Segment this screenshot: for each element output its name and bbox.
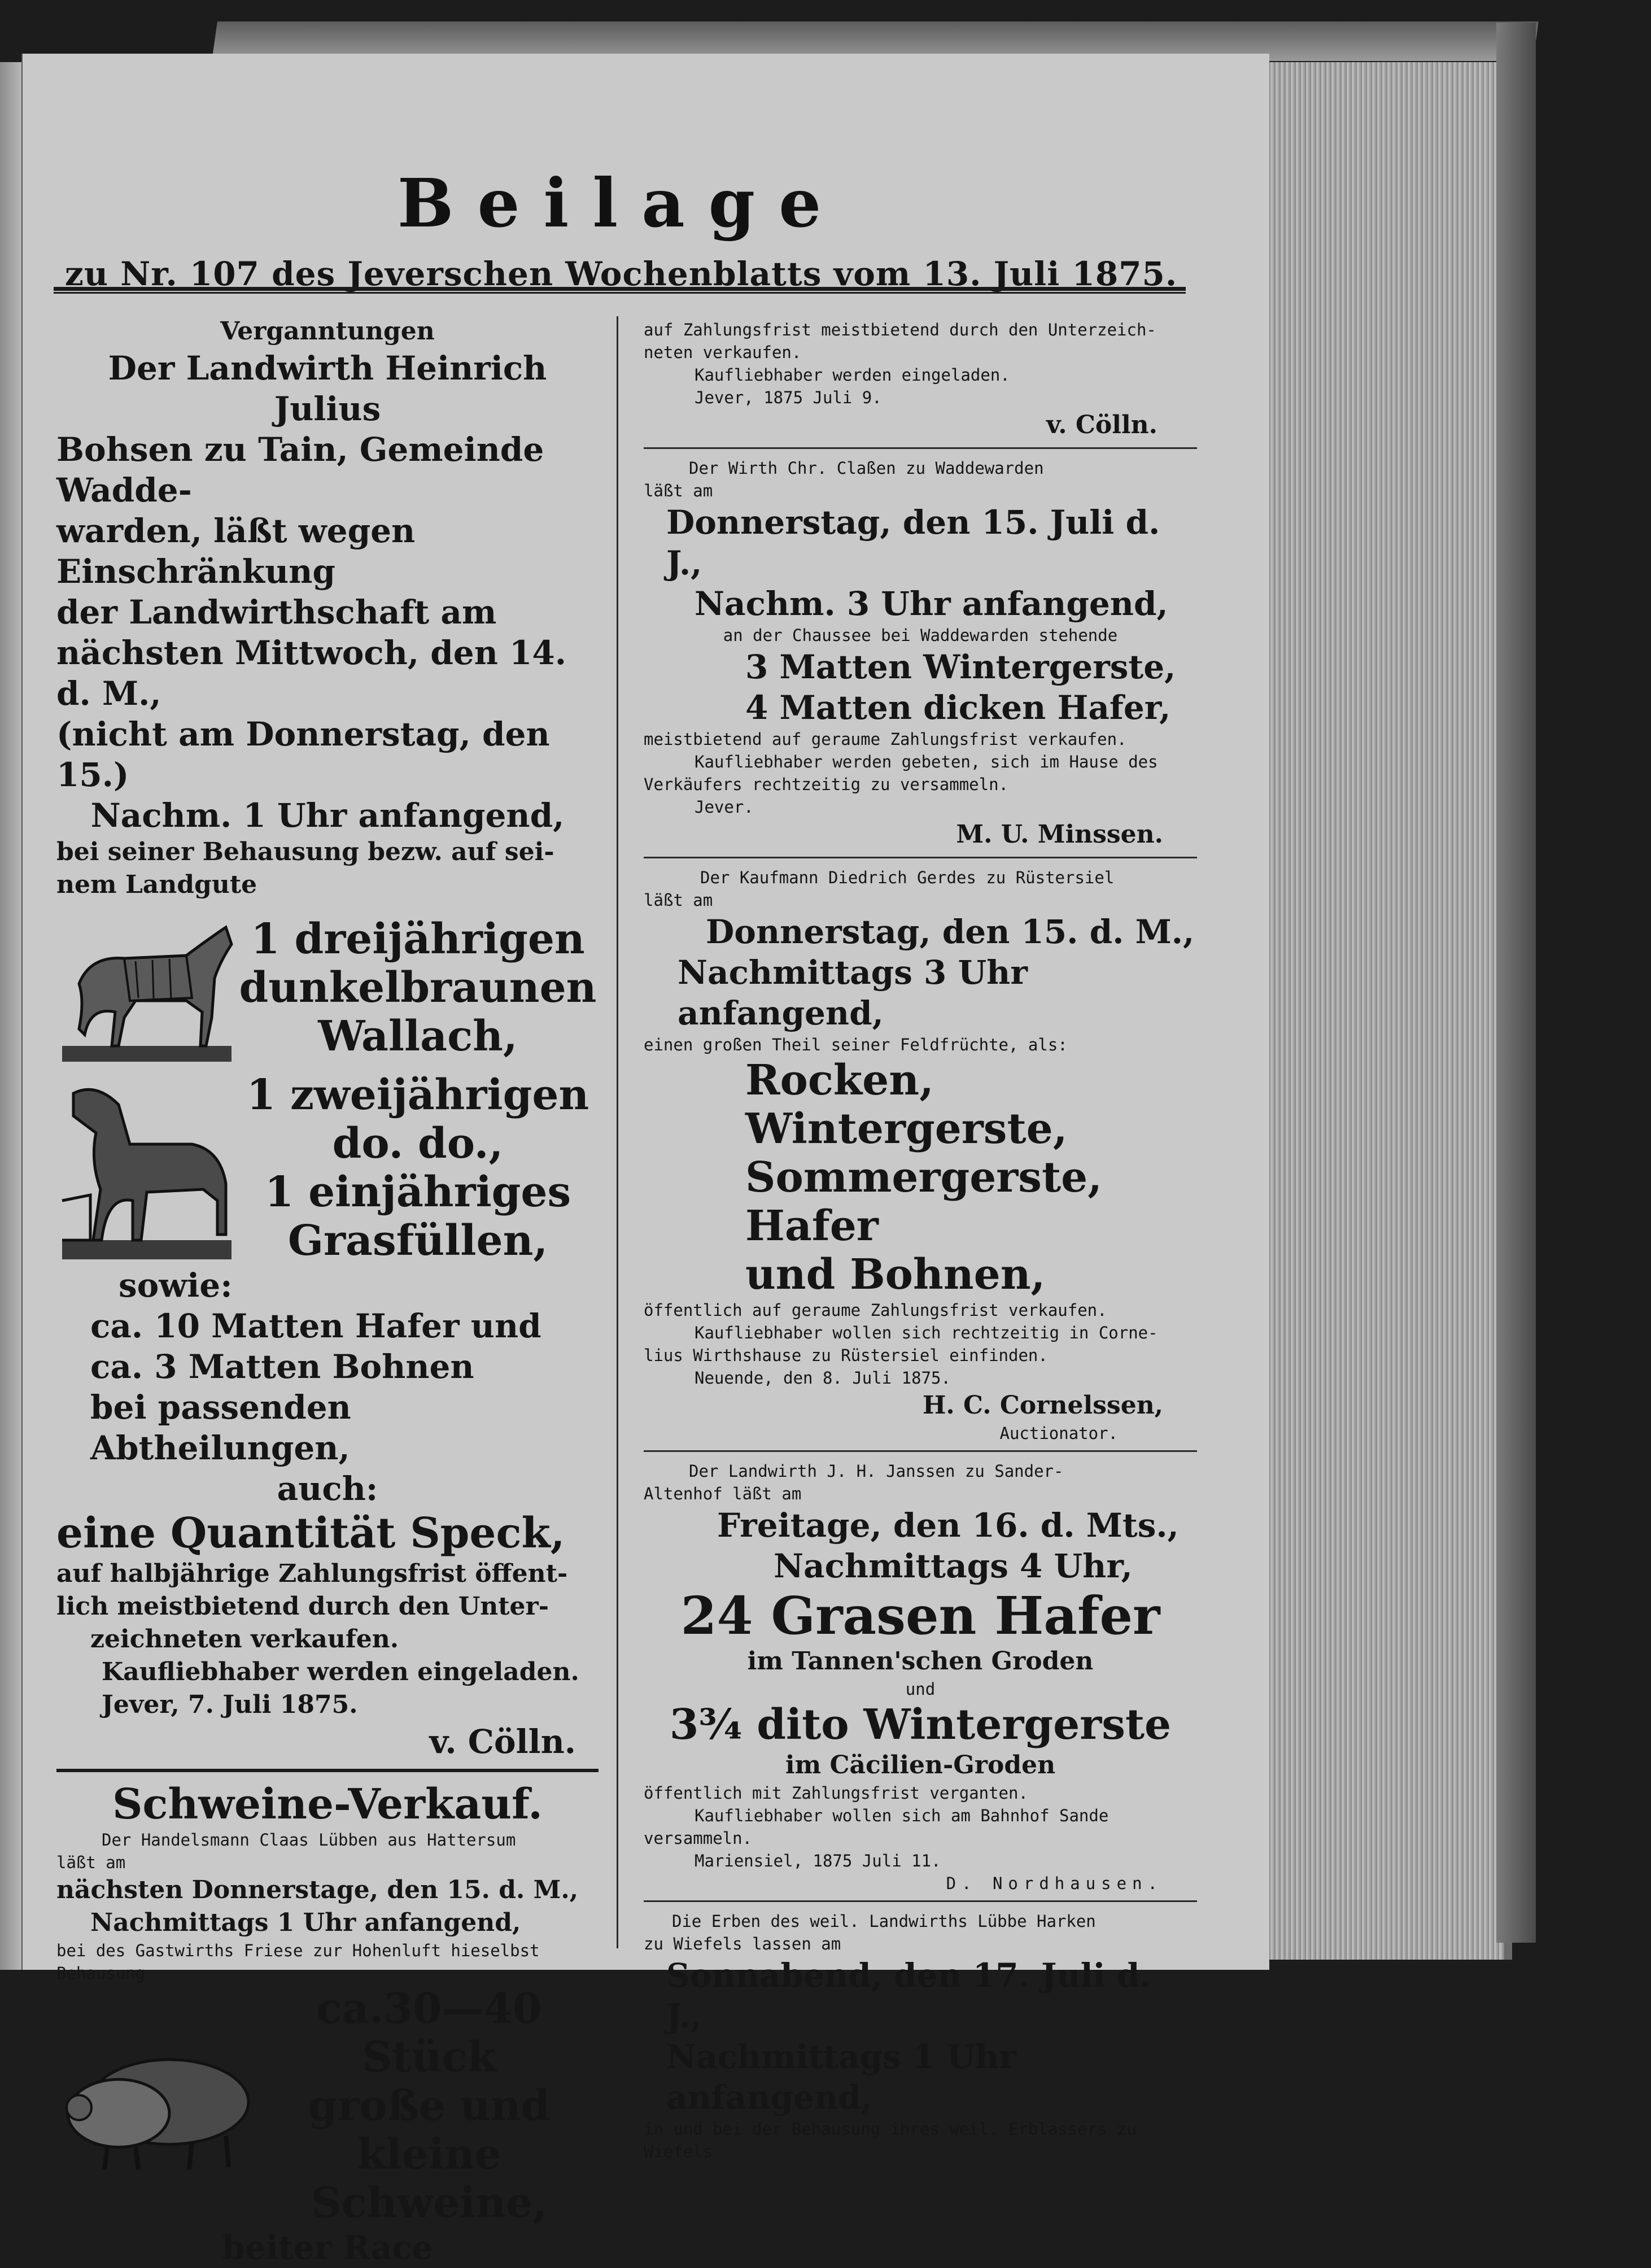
sale-terms: öffentlich auf geraume Zahlungsfrist verkaufen. bbox=[644, 1301, 1107, 1320]
pigs-icon bbox=[56, 2034, 260, 2178]
ad-intro-line: Der Kaufmann Diedrich Gerdes zu Rüstersiel bbox=[700, 868, 1115, 887]
ad-intro-line: warden, läßt wegen Einschränkung bbox=[56, 512, 416, 591]
auction-time: Nachmittags 1 Uhr anfangend, bbox=[90, 1908, 521, 1937]
list-intro: sowie: bbox=[119, 1266, 233, 1305]
ad-heading: Verganntungen bbox=[220, 317, 435, 346]
pigs-offer bbox=[56, 1985, 599, 2227]
auction-time: Nachmittags 1 Uhr anfangend, bbox=[666, 2038, 1016, 2117]
auction-place: Behausung bbox=[56, 1964, 146, 1983]
ad-text: neten verkaufen. bbox=[644, 343, 802, 362]
blanketed-horse-icon bbox=[56, 905, 237, 1071]
auction-place: einen großen Theil seiner Feldfrüchte, als: bbox=[644, 1035, 1068, 1054]
ad-separator bbox=[644, 447, 1197, 449]
pigs-offer-line: große und kleine bbox=[308, 2082, 551, 2179]
signature: H. C. Cornelssen, bbox=[922, 1391, 1163, 1420]
offer-location: im Cäcilien-Groden bbox=[785, 1751, 1056, 1779]
auction-place: nem Landgute bbox=[56, 870, 257, 899]
auction-place: bei des Gastwirths Friese zur Hohenluft hieselbst bbox=[56, 1941, 540, 1960]
buyer-invite: Kaufliebhaber werden eingeladen. bbox=[102, 1658, 579, 1686]
auction-date: Donnerstag, den 15. Juli d. J., bbox=[666, 503, 1160, 582]
conjunction: und bbox=[905, 1680, 936, 1699]
crop-line: Sommergerste, Hafer bbox=[745, 1153, 1102, 1250]
signature: v. Cölln. bbox=[1046, 411, 1158, 439]
offer-item: ca. 10 Matten Hafer und bbox=[90, 1307, 541, 1345]
ad-intro-line: läßt am bbox=[644, 891, 713, 910]
offer-item: 24 Grasen Hafer bbox=[680, 1585, 1160, 1646]
sale-terms: auf halbjährige Zahlungsfrist öffent- bbox=[56, 1559, 568, 1588]
horse-offer-line: dunkelbraunen bbox=[239, 963, 597, 1012]
auction-time: Nachmittags 3 Uhr anfangend, bbox=[678, 953, 1028, 1032]
offer-item: 4 Matten dicken Hafer, bbox=[745, 688, 1171, 727]
supplement-subtitle: zu Nr. 107 des Jeverschen Wochenblatts vom 13. Juli 1875. bbox=[64, 255, 1178, 293]
horse-offer-line: 1 zweijährigen bbox=[246, 1071, 589, 1119]
buyer-invite: Kaufliebhaber wollen sich rechtzeitig in Corne- bbox=[695, 1323, 1158, 1342]
auction-time: Nachm. 1 Uhr anfangend, bbox=[90, 796, 565, 835]
auction-date-note: (nicht am Donnerstag, den 15.) bbox=[56, 715, 550, 794]
ad-separator bbox=[644, 1450, 1197, 1452]
crop-line: Rocken, Wintergerste, bbox=[745, 1056, 1068, 1153]
ad-intro-line: Altenhof läßt am bbox=[644, 1484, 802, 1503]
ad-separator bbox=[644, 1900, 1197, 1902]
signature: D. Nordhausen. bbox=[946, 1874, 1163, 1893]
horse-offer-line: 1 einjähriges bbox=[264, 1168, 571, 1216]
pigs-offer-line: ca.30—40 Stück bbox=[316, 1985, 542, 2082]
sale-terms: öffentlich mit Zahlungsfrist verganten. bbox=[644, 1783, 1028, 1803]
ad-intro-line: läßt am bbox=[644, 481, 713, 500]
dateline: Jever. bbox=[695, 797, 754, 817]
ad-text: auf Zahlungsfrist meistbietend durch den Unterzeich- bbox=[644, 320, 1156, 339]
auction-place: bei seiner Behausung bezw. auf sei- bbox=[56, 838, 554, 866]
buyer-invite: versammeln. bbox=[644, 1829, 753, 1848]
auction-place: Wiefels bbox=[644, 2142, 713, 2161]
offer-item: 3¾ dito Wintergerste bbox=[669, 1700, 1172, 1749]
horse-offer-2 bbox=[56, 1071, 599, 1265]
buyer-invite: Kaufliebhaber wollen sich am Bahnhof Sande bbox=[695, 1806, 1109, 1825]
crop-line: und Bohnen, bbox=[745, 1250, 1046, 1299]
right-column bbox=[644, 305, 1197, 2163]
masthead-rule bbox=[54, 287, 1186, 294]
buyer-invite: lius Wirthshause zu Rüstersiel einfinden. bbox=[644, 1346, 1048, 1365]
signature: v. Cölln. bbox=[429, 1722, 576, 1761]
ad-intro-line: zu Wiefels lassen am bbox=[644, 1934, 841, 1953]
book-page-stack bbox=[1269, 62, 1512, 1960]
ad-intro-line: Der Landwirth J. H. Janssen zu Sander- bbox=[689, 1462, 1064, 1481]
ad-intro-line: Die Erben des weil. Landwirths Lübbe Harken bbox=[672, 1912, 1096, 1931]
auction-place: in und bei der Behausung ihres weil. Erblassers zu bbox=[644, 2119, 1137, 2139]
ad-intro-line: Der Handelsmann Claas Lübben aus Hattersum bbox=[102, 1830, 516, 1850]
buyer-invite: Kaufliebhaber werden eingeladen. bbox=[695, 365, 1010, 385]
horse-icon bbox=[56, 1071, 237, 1265]
pigs-offer-line: Schweine, bbox=[311, 2179, 547, 2227]
ad-separator bbox=[644, 857, 1197, 858]
horse-offer-line: Wallach, bbox=[318, 1012, 518, 1061]
signature-role: Auctionator. bbox=[999, 1424, 1118, 1443]
offer-item: eine Quantität Speck, bbox=[56, 1509, 565, 1558]
horse-offer-1 bbox=[56, 905, 599, 1071]
ad-intro-line: läßt am bbox=[56, 1853, 126, 1872]
offer-item: ca. 3 Matten Bohnen bbox=[90, 1347, 474, 1386]
horse-offer-line: Grasfüllen, bbox=[287, 1216, 548, 1265]
offer-item: 3 Matten Wintergerste, bbox=[745, 648, 1176, 686]
ad-intro-line: der Landwirthschaft am bbox=[56, 593, 497, 631]
sale-terms: lich meistbietend durch den Unter- bbox=[56, 1592, 549, 1621]
auction-time: Nachmittags 4 Uhr, bbox=[774, 1547, 1133, 1585]
auction-date: Sonnabend, den 17. Juli d. J., bbox=[666, 1956, 1151, 2035]
supplement-title: Beilage bbox=[397, 164, 845, 242]
masthead bbox=[56, 164, 1186, 293]
left-column bbox=[56, 305, 599, 2267]
auction-date: Freitage, den 16. d. Mts., bbox=[717, 1506, 1179, 1545]
buyer-invite: Verkäufers rechtzeitig zu versammeln. bbox=[644, 775, 1009, 794]
dateline: Jever, 1875 Juli 9. bbox=[695, 388, 882, 407]
horse-offer-line: 1 dreijährigen bbox=[251, 915, 585, 963]
signature: M. U. Minssen. bbox=[956, 820, 1163, 849]
dateline: Neuende, den 8. Juli 1875. bbox=[695, 1368, 951, 1388]
horse-offer-line: do. do., bbox=[332, 1119, 504, 1168]
buyer-invite: Kaufliebhaber werden gebeten, sich im Hause des bbox=[695, 752, 1158, 771]
ad-heading: Schweine-Verkauf. bbox=[112, 1780, 543, 1829]
dateline: Jever, 7. Juli 1875. bbox=[102, 1690, 358, 1719]
auction-date: nächsten Mittwoch, den 14. d. M., bbox=[56, 634, 566, 713]
offer-location: im Tannen'schen Groden bbox=[747, 1647, 1094, 1676]
ad-intro-line: Der Landwirth Heinrich Julius bbox=[108, 349, 547, 428]
book-cover-right bbox=[1496, 23, 1536, 1943]
sale-terms: meistbietend auf geraume Zahlungsfrist verkaufen. bbox=[644, 730, 1127, 749]
pigs-breed: beiter Race bbox=[222, 2228, 433, 2267]
ad-intro-line: Der Wirth Chr. Claßen zu Waddewarden bbox=[689, 459, 1044, 478]
offer-item: bei passenden Abtheilungen, bbox=[90, 1388, 351, 1467]
sale-terms: zeichneten verkaufen. bbox=[90, 1625, 399, 1654]
column-divider bbox=[617, 316, 618, 1948]
auction-time: Nachm. 3 Uhr anfangend, bbox=[695, 585, 1168, 623]
auction-date: Donnerstag, den 15. d. M., bbox=[706, 913, 1195, 951]
auction-date: nächsten Donnerstage, den 15. d. M., bbox=[56, 1876, 579, 1904]
auction-place: an der Chaussee bei Waddewarden stehende bbox=[723, 626, 1118, 645]
list-intro: auch: bbox=[277, 1469, 378, 1508]
ad-separator bbox=[56, 1769, 599, 1772]
dateline: Mariensiel, 1875 Juli 11. bbox=[695, 1851, 941, 1870]
ad-intro-line: Bohsen zu Tain, Gemeinde Wadde- bbox=[56, 430, 544, 509]
